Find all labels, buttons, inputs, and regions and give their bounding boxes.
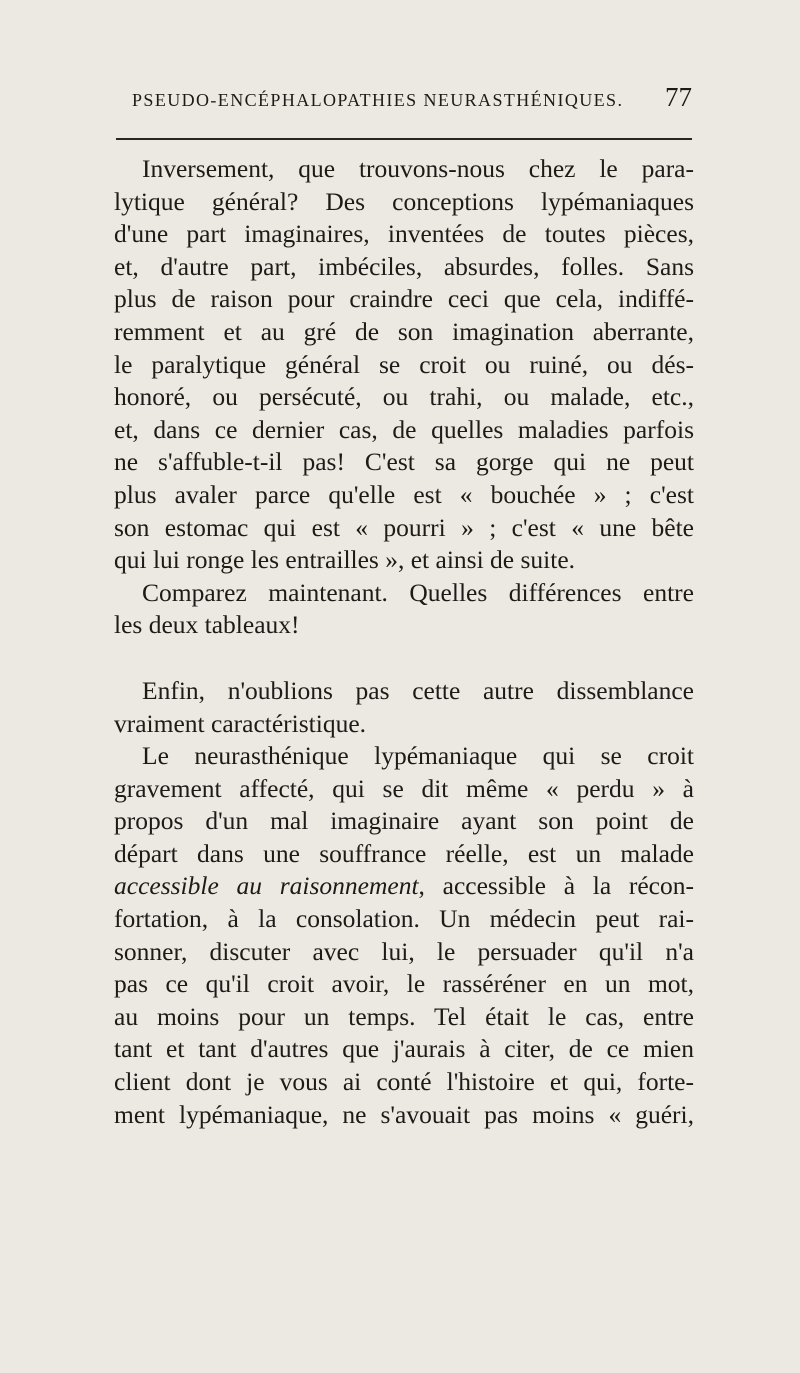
text-line: client dont je vous ai conté l'histoire et qui, forte- xyxy=(114,1067,694,1097)
text-line: remment et au gré de son imagination aberrante, xyxy=(114,316,694,346)
text-line: son estomac qui est « pourri » ; c'est « une bête xyxy=(114,512,694,542)
text-line: lytique général? Des conceptions lypémaniaques xyxy=(114,186,694,216)
running-title: PSEUDO-ENCÉPHALOPATHIES NEURASTHÉNIQUES. xyxy=(132,90,624,110)
text-line: d'une part imaginaires, inventées de toutes pièces, xyxy=(114,219,694,249)
text-line: qui lui ronge les entrailles », et ainsi de suite. xyxy=(114,545,576,575)
page-number: 77 xyxy=(665,82,692,112)
text-line: sonner, discuter avec lui, le persuader qu'il n'a xyxy=(114,936,694,966)
paragraph-4 xyxy=(114,740,694,1131)
text-line: et, dans ce dernier cas, de quelles maladies parfois xyxy=(114,414,694,444)
text-line: Le neurasthénique lypémaniaque qui se croit xyxy=(142,741,694,771)
text-line-with-emphasis xyxy=(114,870,694,903)
text-line: plus avaler parce qu'elle est « bouchée » ; c'est xyxy=(114,479,694,509)
text-line: les deux tableaux! xyxy=(114,610,300,640)
text-line: honoré, ou persécuté, ou trahi, ou malade, etc., xyxy=(114,382,694,412)
text-line: au moins pour un temps. Tel était le cas, entre xyxy=(114,1001,694,1031)
text-line: ment lypémaniaque, ne s'avouait pas moins « guéri, xyxy=(114,1099,694,1129)
text-line: ne s'affuble-t-il pas! C'est sa gorge qui ne peut xyxy=(114,447,694,477)
text-line: propos d'un mal imaginaire ayant son point de xyxy=(114,806,694,836)
text-line: départ dans une souffrance réelle, est un malade xyxy=(114,838,694,868)
text-line: le paralytique général se croit ou ruiné, ou dés- xyxy=(114,349,694,379)
paragraph-1 xyxy=(114,153,694,577)
text-line: Comparez maintenant. Quelles différences entre xyxy=(142,577,694,607)
text-line: plus de raison pour craindre ceci que cela, indiffé- xyxy=(114,284,694,314)
text-line: fortation, à la consolation. Un médecin peut rai- xyxy=(114,904,694,934)
text-line: pas ce qu'il croit avoir, le rasséréner en un mot, xyxy=(114,969,694,999)
header-rule xyxy=(116,138,692,140)
text-line: et, d'autre part, imbéciles, absurdes, folles. Sans xyxy=(114,251,694,281)
paragraph-3 xyxy=(114,675,694,740)
text-line: gravement affecté, qui se dit même « perdu » à xyxy=(114,773,694,803)
text-line: tant et tant d'autres que j'aurais à citer, de ce mien xyxy=(114,1034,694,1064)
running-head xyxy=(114,84,692,114)
text-fragment: , accessible à la récon- xyxy=(418,871,694,901)
text-line: Enfin, n'oublions pas cette autre dissemblance xyxy=(142,675,694,705)
paragraph-2 xyxy=(114,577,694,642)
paragraph-gap xyxy=(114,642,694,675)
body-text xyxy=(114,153,694,1131)
text-line: vraiment caractéristique. xyxy=(114,708,367,738)
text-line: Inversement, que trouvons-nous chez le para- xyxy=(142,154,694,183)
emphasis-phrase: accessible au raisonnement xyxy=(114,871,419,901)
